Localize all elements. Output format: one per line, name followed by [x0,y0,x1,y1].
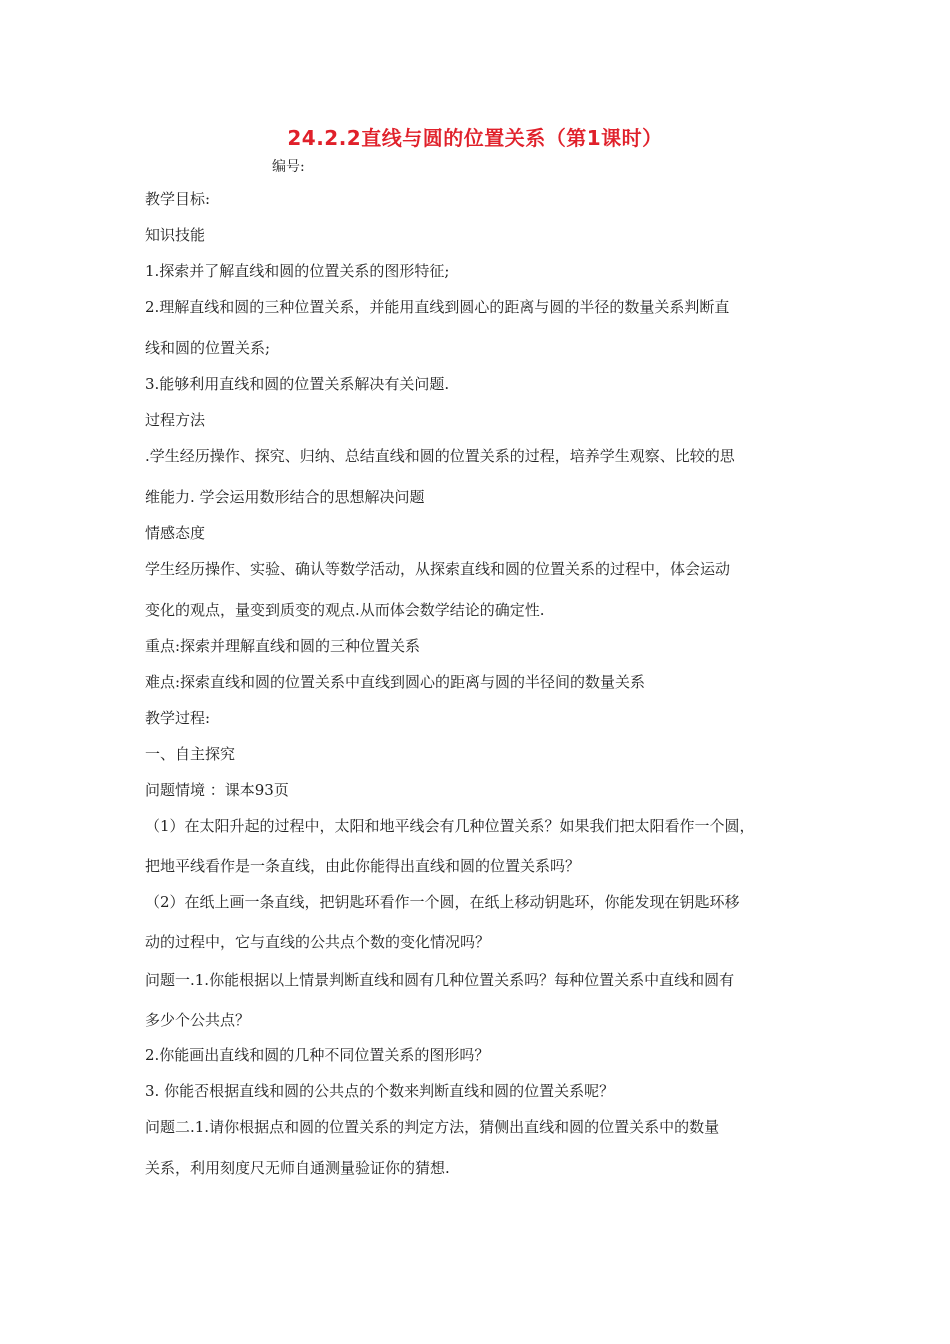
serial-number-label: 编号: [272,159,305,175]
text-line: 问题二.1.请你根据点和圆的位置关系的判定方法，猜侧出直线和圆的位置关系中的数量 [145,1118,720,1136]
text-line: 过程方法 [145,411,206,429]
text-line: 把地平线看作是一条直线，由此你能得出直线和圆的位置关系吗？ [145,857,581,875]
text-line: 教学目标: [145,190,211,208]
text-line: 问题情境 ：课本93页 [145,781,289,799]
document-title: 24.2.2直线与圆的位置关系（第1课时） [287,126,663,150]
text-line: 线和圆的位置关系; [145,339,271,357]
text-line: 一、自主探究 [145,745,236,763]
text-line: 变化的观点，量变到质变的观点.从而体会数学结论的确定性. [145,601,545,619]
text-line: 维能力. 学会运用数形结合的思想解决问题 [145,488,425,506]
text-line: 2.你能画出直线和圆的几种不同位置关系的图形吗？ [145,1046,490,1064]
text-line: 3. 你能否根据直线和圆的公共点的个数来判断直线和圆的位置关系呢？ [145,1082,615,1100]
text-line: 学生经历操作、实验、确认等数学活动，从探索直线和圆的位置关系的过程中，体会运动 [145,560,731,578]
text-line: 情感态度 [145,524,206,542]
text-line: 关系，利用刻度尺无师自通测量验证你的猜想. [145,1159,450,1177]
text-line: 重点:探索并理解直线和圆的三种位置关系 [145,637,421,655]
text-line: 问题一.1.你能根据以上情景判断直线和圆有几种位置关系吗？每种位置关系中直线和圆有 [145,971,735,989]
text-line: 难点:探索直线和圆的位置关系中直线到圆心的距离与圆的半径间的数量关系 [145,673,646,691]
text-line: 知识技能 [145,226,206,244]
text-line: 1.探索并了解直线和圆的位置关系的图形特征; [145,262,450,280]
text-line: 3.能够利用直线和圆的位置关系解决有关问题. [145,375,450,393]
text-line: 多少个公共点？ [145,1011,251,1029]
text-line: 教学过程: [145,709,211,727]
text-line: （1）在太阳升起的过程中，太阳和地平线会有几种位置关系？如果我们把太阳看作一个圆， [145,817,755,835]
text-line: .学生经历操作、探究、归纳、总结直线和圆的位置关系的过程，培养学生观察、比较的思 [145,447,735,465]
text-line: 动的过程中，它与直线的公共点个数的变化情况吗？ [145,933,491,951]
text-line: 2.理解直线和圆的三种位置关系，并能用直线到圆心的距离与圆的半径的数量关系判断直 [145,298,730,316]
text-line: （2）在纸上画一条直线，把钥匙环看作一个圆，在纸上移动钥匙环，你能发现在钥匙环移 [145,893,740,911]
